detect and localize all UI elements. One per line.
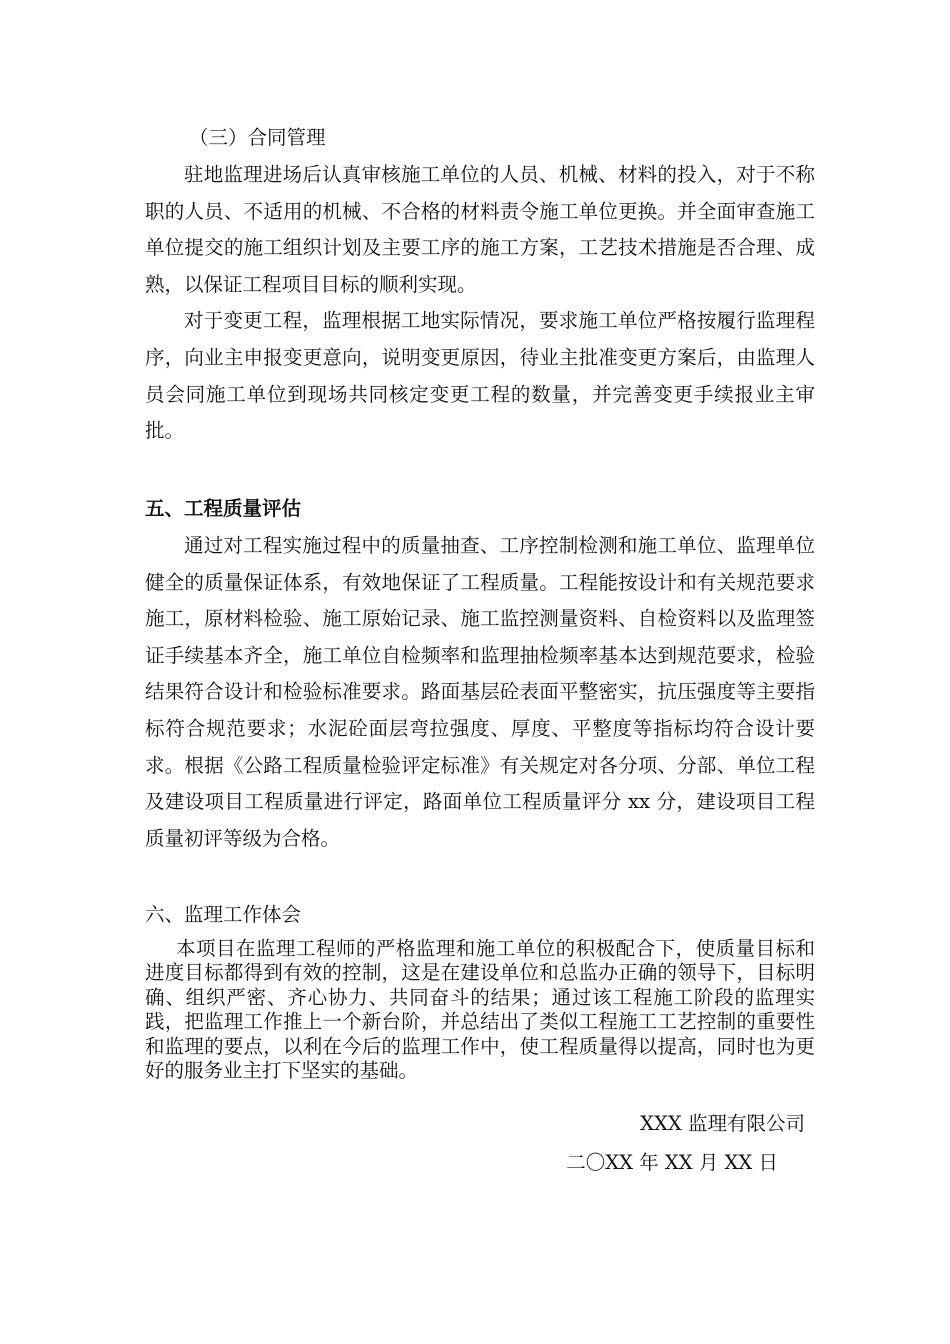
signature-date: 二〇XX 年 XX 月 XX 日 — [566, 1151, 778, 1174]
contract-management-paragraph: 驻地监理进场后认真审核施工单位的人员、机械、材料的投入，对于不称职的人员、不适用的机械、不合格的材料责令施工单位更换。并全面审查施工单位提交的施工组织计划及主要工序的施工方案，工艺技术措施是否合理、成熟，以保证工程项目目标的顺利实现。 — [145, 163, 815, 296]
change-engineering-paragraph: 对于变更工程，监理根据工地实际情况，要求施工单位严格按履行监理程序，向业主申报变更意向，说明变更原因，待业主批准变更方案后，由监理人员会同施工单位到现场共同核定变更工程的数量，并完善变更手续报业主审批。 — [145, 309, 815, 443]
section-5-body — [145, 528, 815, 857]
section-5-heading: 五、工程质量评估 — [145, 497, 302, 520]
supervision-experience-paragraph: 本项目在监理工程师的严格监理和施工单位的积极配合下，使质量目标和进度目标都得到有效的控制，这是在建设单位和总监办正确的领导下，目标明确、组织严密、齐心协力、共同奋斗的结果；通过该工程施工阶段的监理实践，把监理工作推上一个新台阶，并总结出了类似工程施工工艺控制的重要性和监理的要点，以利在今后的监理工作中，使工程质量得以提高，同时也为更好的服务业主打下坚实的基础。 — [145, 937, 815, 1083]
section-6-body — [145, 937, 815, 1083]
section-6-heading: 六、监理工作体会 — [145, 903, 302, 926]
quality-assessment-paragraph: 通过对工程实施过程中的质量抽查、工序控制检测和施工单位、监理单位健全的质量保证体系，有效地保证了工程质量。工程能按设计和有关规范要求施工，原材料检验、施工原始记录、施工监控测量资料、自检资料以及监理签证手续基本齐全，施工单位自检频率和监理抽检频率基本达到规范要求，检验结果符合设计和检验标准要求。路面基层砼表面平整密实，抗压强度等主要指标符合规范要求；水泥砼面层弯拉强度、厚度、平整度等指标均符合设计要求。根据《公路工程质量检验评定标准》有关规定对各分项、分部、单位工程及建设项目工程质量进行评定，路面单位工程质量评分 xx 分，建设项目工程质量初评等级为合格。 — [145, 534, 815, 850]
section-3-heading: （三）合同管理 — [189, 126, 326, 149]
signature-company: XXX 监理有限公司 — [640, 1112, 805, 1135]
section-3-body — [145, 157, 815, 450]
